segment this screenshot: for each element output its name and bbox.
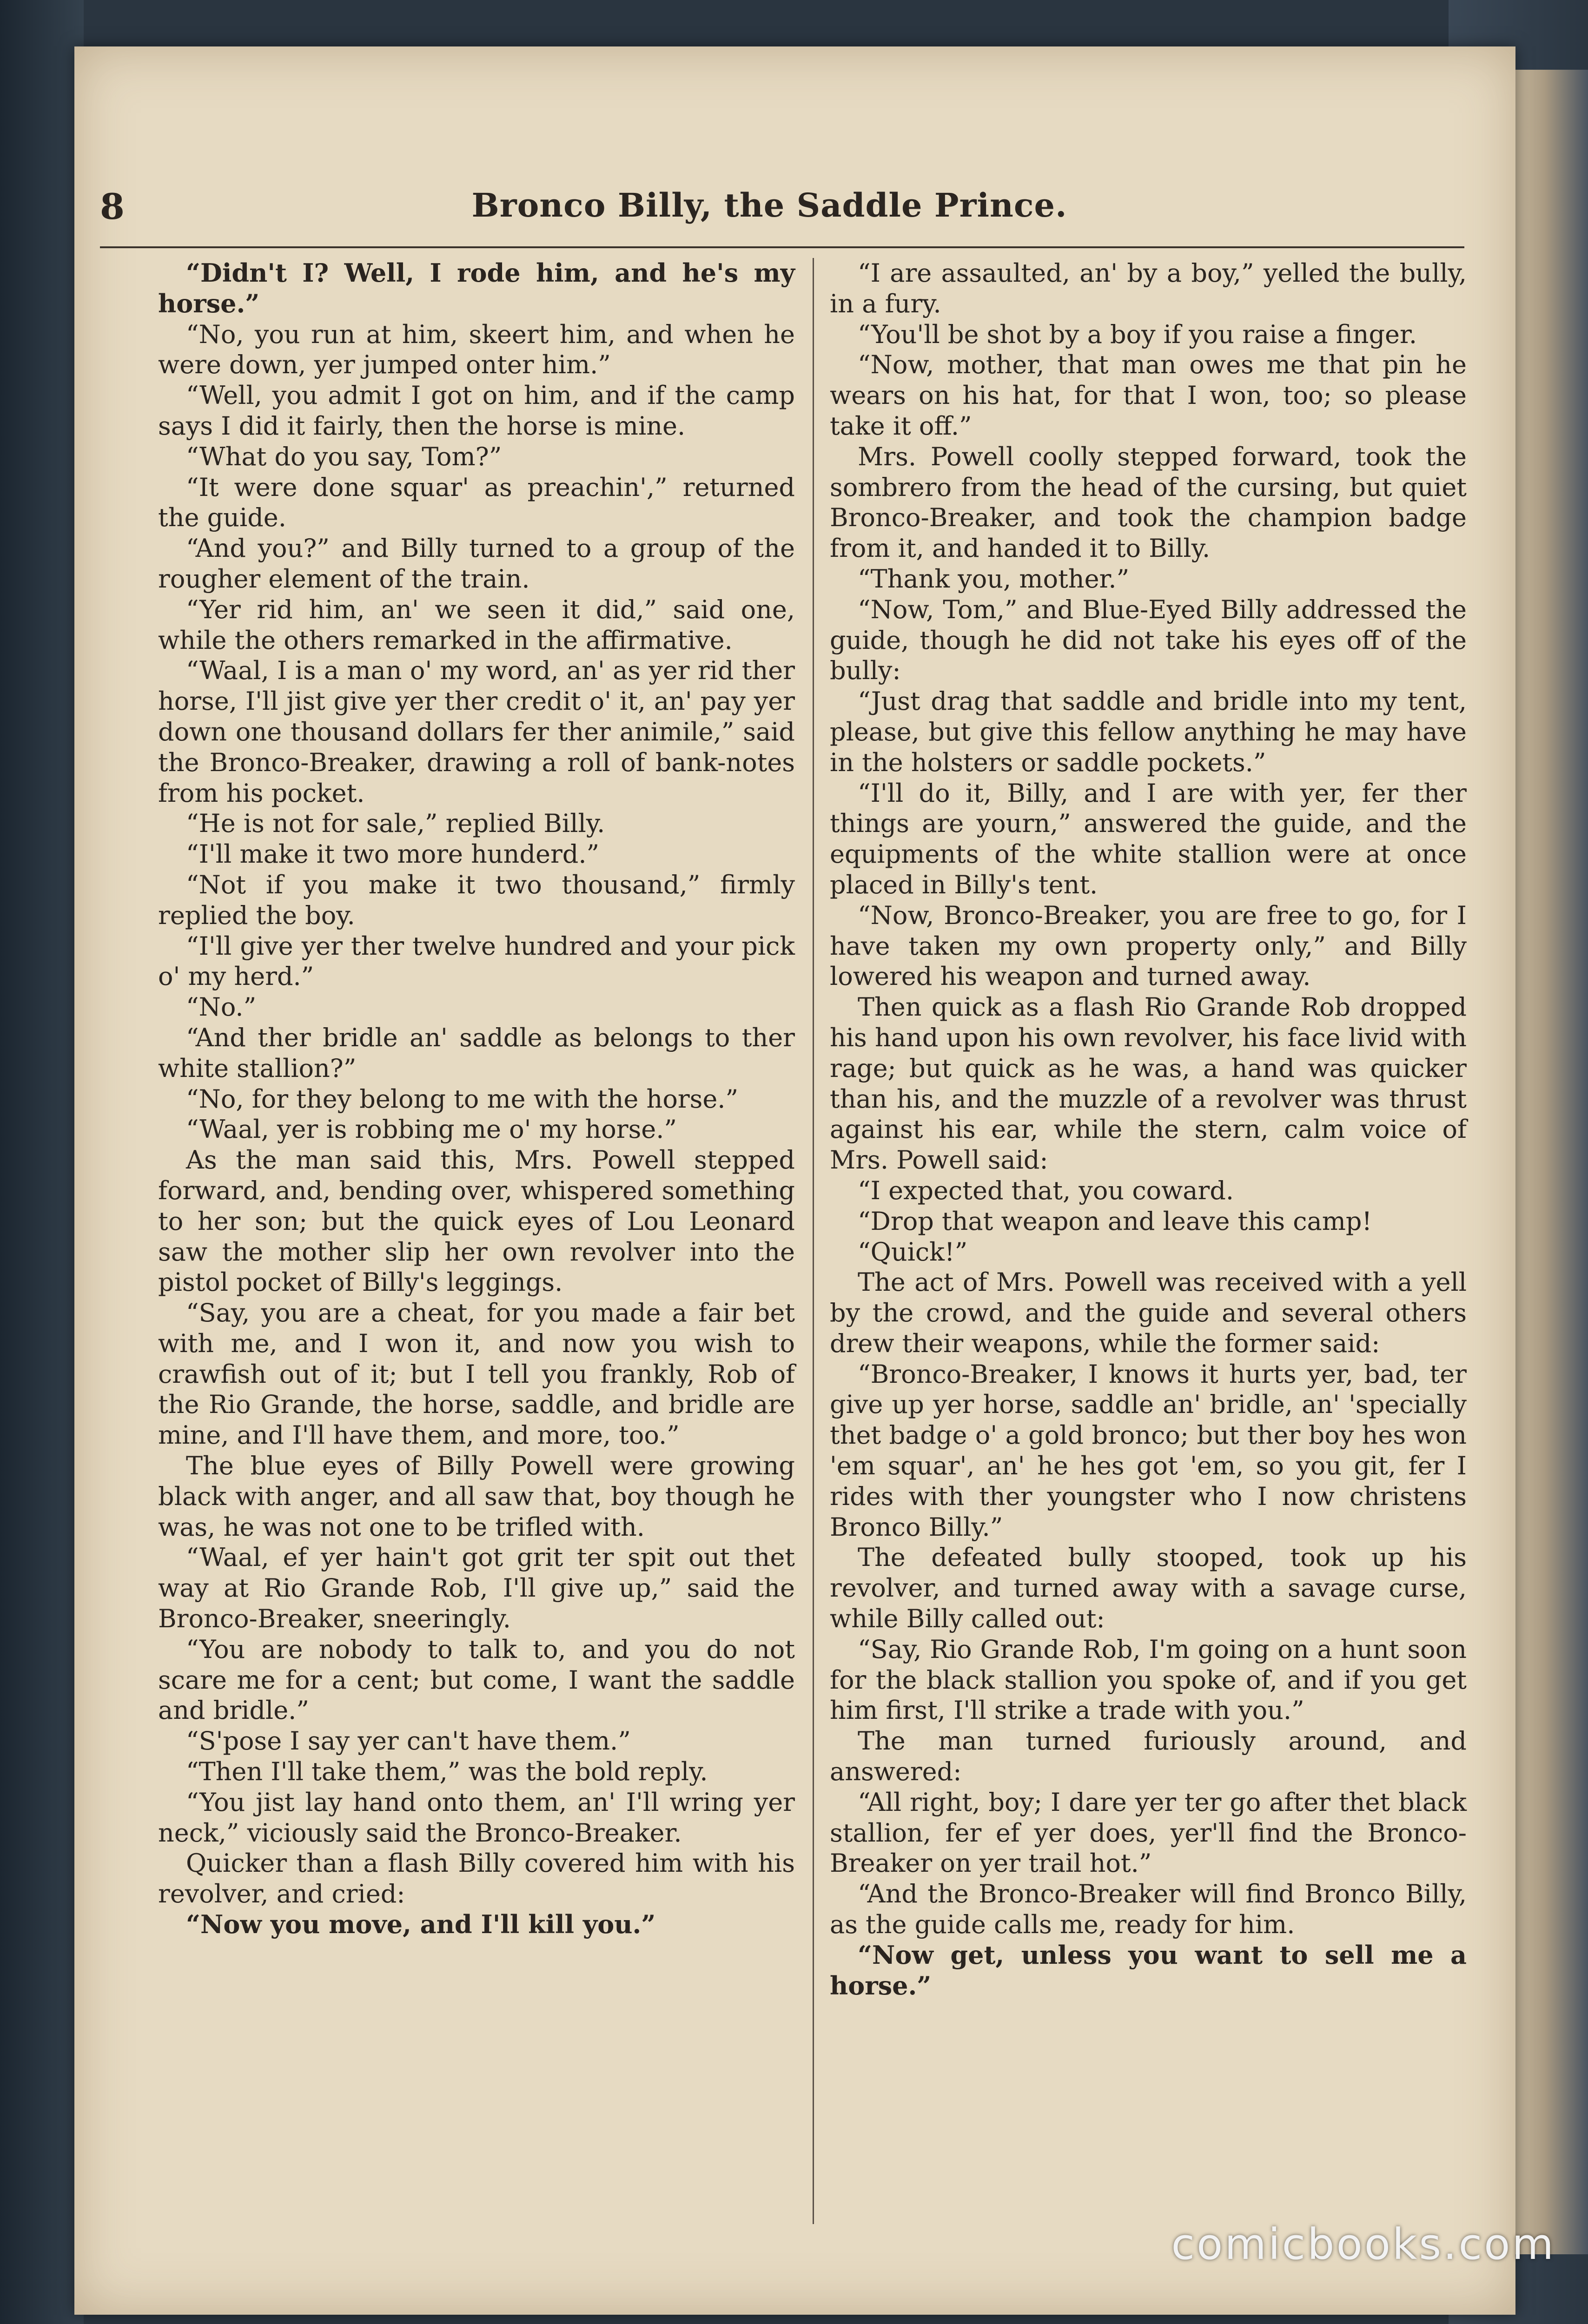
paragraph: The defeated bully stooped, took up his revolver, and turned away with a savage curse, while Billy called out: bbox=[830, 1543, 1467, 1634]
paragraph: “And you?” and Billy turned to a group of the rougher element of the train. bbox=[158, 534, 795, 594]
running-title: Bronco Billy, the Saddle Prince. bbox=[471, 186, 1067, 224]
paragraph: As the man said this, Mrs. Powell stepped forward, and, bending over, whispered something to her son; but the quick eyes of Lou Leonard saw the mother slip her own revolver into the pistol pocket of Billy's leggings. bbox=[158, 1145, 795, 1297]
paragraph: Quicker than a flash Billy covered him with his revolver, and cried: bbox=[158, 1849, 795, 1909]
paragraph: “I'll make it two more hunderd.” bbox=[186, 839, 600, 869]
paragraph: “Waal, yer is robbing me o' my horse.” bbox=[186, 1115, 677, 1144]
paragraph: “Waal, I is a man o' my word, an' as yer rid ther horse, I'll jist give yer ther credit o' it, an' pay yer down one thousand dollars fer ther animile,” said the Bronco-Breaker, drawing a roll of bank-notes from his pocket. bbox=[158, 656, 795, 808]
paragraph: “Say, Rio Grande Rob, I'm going on a hunt soon for the black stallion you spoke of, and if you get him first, I'll strike a trade with you.” bbox=[830, 1634, 1467, 1725]
paragraph: “I are assaulted, an' by a boy,” yelled the bully, in a fury. bbox=[830, 258, 1467, 318]
paragraph: Mrs. Powell coolly stepped forward, took the sombrero from the head of the cursing, but quiet Bronco-Breaker, and took the champion badge from it, and handed it to Billy. bbox=[830, 442, 1467, 563]
paragraph: “And the Bronco-Breaker will find Bronco Billy, as the guide calls me, ready for him. bbox=[830, 1879, 1467, 1940]
paragraph: “Yer rid him, an' we seen it did,” said one, while the others remarked in the affirmative. bbox=[158, 594, 795, 655]
paragraph: “Just drag that saddle and bridle into my tent, please, but give this fellow anything he may have in the holsters or saddle pockets.” bbox=[830, 687, 1467, 777]
page-number: 8 bbox=[100, 186, 125, 227]
page-header bbox=[100, 177, 1439, 242]
paragraph: “You are nobody to talk to, and you do not scare me for a cent; but come, I want the saddle and bridle.” bbox=[158, 1634, 795, 1725]
paragraph: “I'll do it, Billy, and I are with yer, fer ther things are yourn,” answered the guide, and the equipments of the white stallion were at once placed in Billy's tent. bbox=[830, 778, 1467, 899]
paragraph: “What do you say, Tom?” bbox=[186, 442, 502, 471]
paragraph: “S'pose I say yer can't have them.” bbox=[186, 1726, 631, 1756]
paragraph: “I'll give yer ther twelve hundred and your pick o' my herd.” bbox=[158, 931, 795, 991]
paragraph: “Say, you are a cheat, for you made a fair bet with me, and I won it, and now you wish to crawfish out of it; but I tell you frankly, Rob of the Rio Grande, the horse, saddle, and bridle are mine, and I'll have them, and more, too.” bbox=[158, 1298, 795, 1450]
paragraph: “Now get, unless you want to sell me a horse.” bbox=[830, 1940, 1467, 2000]
paragraph: “Not if you make it two thousand,” firmly replied the boy. bbox=[158, 870, 795, 930]
paragraph: “Quick!” bbox=[858, 1237, 968, 1267]
paragraph: “Didn't I? Well, I rode him, and he's my horse.” bbox=[158, 258, 795, 318]
paragraph: “And ther bridle an' saddle as belongs to ther white stallion?” bbox=[158, 1023, 795, 1083]
paragraph: “Thank you, mother.” bbox=[858, 564, 1130, 594]
paragraph: The act of Mrs. Powell was received with a yell by the crowd, and the guide and several others drew their weapons, while the former said: bbox=[830, 1268, 1467, 1358]
paragraph: “Drop that weapon and leave this camp! bbox=[858, 1206, 1372, 1236]
paragraph: “No.” bbox=[186, 992, 257, 1022]
paragraph: “It were done squar' as preachin',” returned the guide. bbox=[158, 472, 795, 533]
column-divider bbox=[813, 258, 814, 2224]
paragraph: “You'll be shot by a boy if you raise a finger. bbox=[858, 319, 1417, 349]
paragraph: “Now you move, and I'll kill you.” bbox=[186, 1909, 656, 1940]
paragraph: Then quick as a flash Rio Grande Rob dropped his hand upon his own revolver, his face livid with rage; but quick as he was, a hand was quicker than his, and the muzzle of a revolver was thrust against his ear, while the stern, calm voice of Mrs. Powell said: bbox=[830, 992, 1467, 1175]
paragraph: “I expected that, you coward. bbox=[858, 1175, 1234, 1205]
left-text-column bbox=[158, 258, 795, 2224]
adjacent-page-edge bbox=[1515, 70, 1588, 2254]
paragraph: “Waal, ef yer hain't got grit ter spit out thet way at Rio Grande Rob, I'll give up,” said the Bronco-Breaker, sneeringly. bbox=[158, 1543, 795, 1634]
paragraph: The man turned furiously around, and answered: bbox=[830, 1726, 1467, 1787]
paragraph: “Bronco-Breaker, I knows it hurts yer, bad, ter give up yer horse, saddle an' bridle, an' 'specially thet badge o' a gold bronco; but ther boy hes won 'em squar', an' he hes got 'em, so you git, fer I rides with ther youngster who I now christens Bronco Billy.” bbox=[830, 1359, 1467, 1542]
watermark: comicbooks.com bbox=[1171, 2219, 1555, 2269]
header-rule bbox=[100, 246, 1464, 248]
background-left bbox=[0, 0, 84, 2324]
paragraph: “Now, mother, that man owes me that pin he wears on his hat, for that I won, too; so please take it off.” bbox=[830, 350, 1467, 441]
paragraph: “No, for they belong to me with the horse.” bbox=[186, 1084, 739, 1114]
paragraph: “Now, Bronco-Breaker, you are free to go, for I have taken my own property only,” and Billy lowered his weapon and turned away. bbox=[830, 900, 1467, 991]
paragraph: “Then I'll take them,” was the bold reply. bbox=[186, 1757, 708, 1787]
paragraph: “He is not for sale,” replied Billy. bbox=[186, 809, 605, 838]
right-text-column bbox=[830, 258, 1467, 2224]
paragraph: The blue eyes of Billy Powell were growing black with anger, and all saw that, boy though he was, he was not one to be trifled with. bbox=[158, 1451, 795, 1542]
paragraph: “Well, you admit I got on him, and if the camp says I did it fairly, then the horse is mine. bbox=[158, 381, 795, 441]
paragraph: “Now, Tom,” and Blue-Eyed Billy addressed the guide, though he did not take his eyes off of the bully: bbox=[830, 594, 1467, 686]
paragraph: “No, you run at him, skeert him, and when he were down, yer jumped onter him.” bbox=[158, 319, 795, 380]
paragraph: “All right, boy; I dare yer ter go after thet black stallion, fer ef yer does, yer'll find the Bronco-Breaker on yer trail hot.” bbox=[830, 1787, 1467, 1878]
paragraph: “You jist lay hand onto them, an' I'll wring yer neck,” viciously said the Bronco-Breaker. bbox=[158, 1787, 795, 1848]
